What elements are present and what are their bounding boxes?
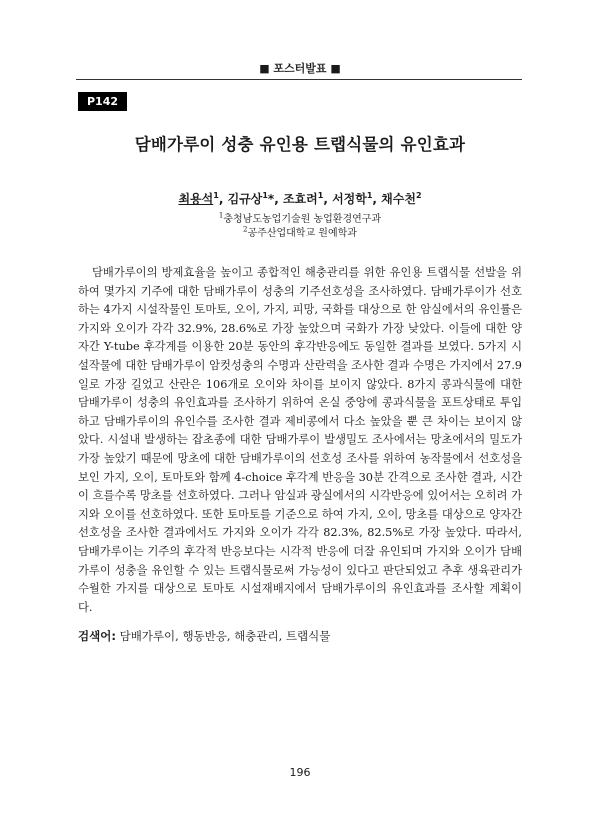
author-affil-sup: 1 [213,191,219,200]
author-affil-sup: 1 [262,191,268,200]
author-separator: , [372,192,382,206]
author-name: 채수천 [381,192,416,206]
affiliation-text: 공주산업대학교 원예학과 [247,228,357,239]
affiliation-1 [0,210,600,225]
keywords-label: 검색어: [78,629,116,643]
affiliation-number: 2 [243,225,248,234]
author-affil-sup: 2 [415,191,422,200]
keywords-text: 담배가루이, 행동반응, 해충관리, 트랩식물 [119,629,331,643]
affiliation-text: 충청남도농업기술원 농업환경연구과 [223,214,382,225]
author-affil-sup: 1 [366,191,373,200]
author-separator: , [323,192,333,206]
affiliation-number: 1 [218,211,224,220]
section-header: ■ 포스터발표 ■ [259,62,341,75]
poster-code-badge: P142 [78,92,127,111]
paper-title: 담배가루이 성충 유인용 트랩식물의 유인효과 [134,135,466,154]
keywords-line [78,628,522,644]
author-name: 김규상 [227,192,263,206]
author-separator: , [274,192,283,206]
author-line [0,190,600,207]
author-name: 최용석 [178,192,214,206]
page-number: 196 [289,766,311,779]
author-affil-sup: 1 [317,191,324,200]
author-name: 서정학 [332,192,367,206]
corresponding-mark: * [267,192,275,206]
header-divider [76,79,522,80]
author-name: 조효려 [282,192,318,206]
author-separator: , [218,192,228,206]
affiliation-2 [0,224,600,239]
abstract-body: 담배가루이의 방제효율을 높이고 종합적인 해충관리를 위한 유인용 트랩식물 선발을 위하여 몇가지 기주에 대한 담배가루이 성충의 기주선호성을 조사하였다. 담배가루이가 선호하는 4가지 시설작물인 토마토, 오이, 가지, 피망, 국화를 대상으로 한 암실에서의 유인률은 가지와 오이가 각각 32.9%, 28.6%로 가장 높았으며 국화가 가장 낮았다. 이들에 대한 양자간 Y-tube 후각계를 이용한 20분 동안의 후각반응에도 동일한 결과를 보였다. 5가지 시설작물에 대한 담배가루이 암컷성충의 수명과 산란력을 조사한 결과 수명은 가지에서 27.9일로 가장 길었고 산란은 106개로 오이와 차이를 보이지 않았다. 8가지 콩과식물에 대한 담배가루이 성충의 유인효과를 조사하기 위하여 온실 중앙에 콩과식물을 포트상태로 투입하고 담배가루이의 유인수를 조사한 결과 제비콩에서 다소 높았을 뿐 큰 차이는 보이지 않았다. 시설내 발생하는 잡초종에 대한 담배가루이 발생밀도 조사에서는 망초에서의 밀도가 가장 높았기 때문에 망초에 대한 담배가루이의 선호성 조사를 위하여 농작물에서 선호성을 보인 가지, 오이, 토마토와 함께 4-choice 후각계 반응을 30분 간격으로 조사한 결과, 시간이 흐를수록 망초를 선호하였다. 그러나 암실과 광실에서의 시각반응에 있어서는 오히려 가지와 오이를 선호하였다. 또한 토마토를 기준으로 하여 가지, 오이, 망초를 대상으로 양자간 선호성을 조사한 결과에서도 가지와 오이가 각각 82.3%, 82.5%로 가장 높았다. 따라서, 담배가루이는 기주의 후각적 반응보다는 시각적 반응에 더잘 유인되며 가지와 오이가 담배가루이 성충을 유인할 수 있는 트랩식물로써 가능성이 있다고 판단되었고 추후 생육관리가 수월한 가지를 대상으로 토마토 시설재배지에서 담배가루이의 유인효과를 조사할 계획이다. [78,266,522,614]
